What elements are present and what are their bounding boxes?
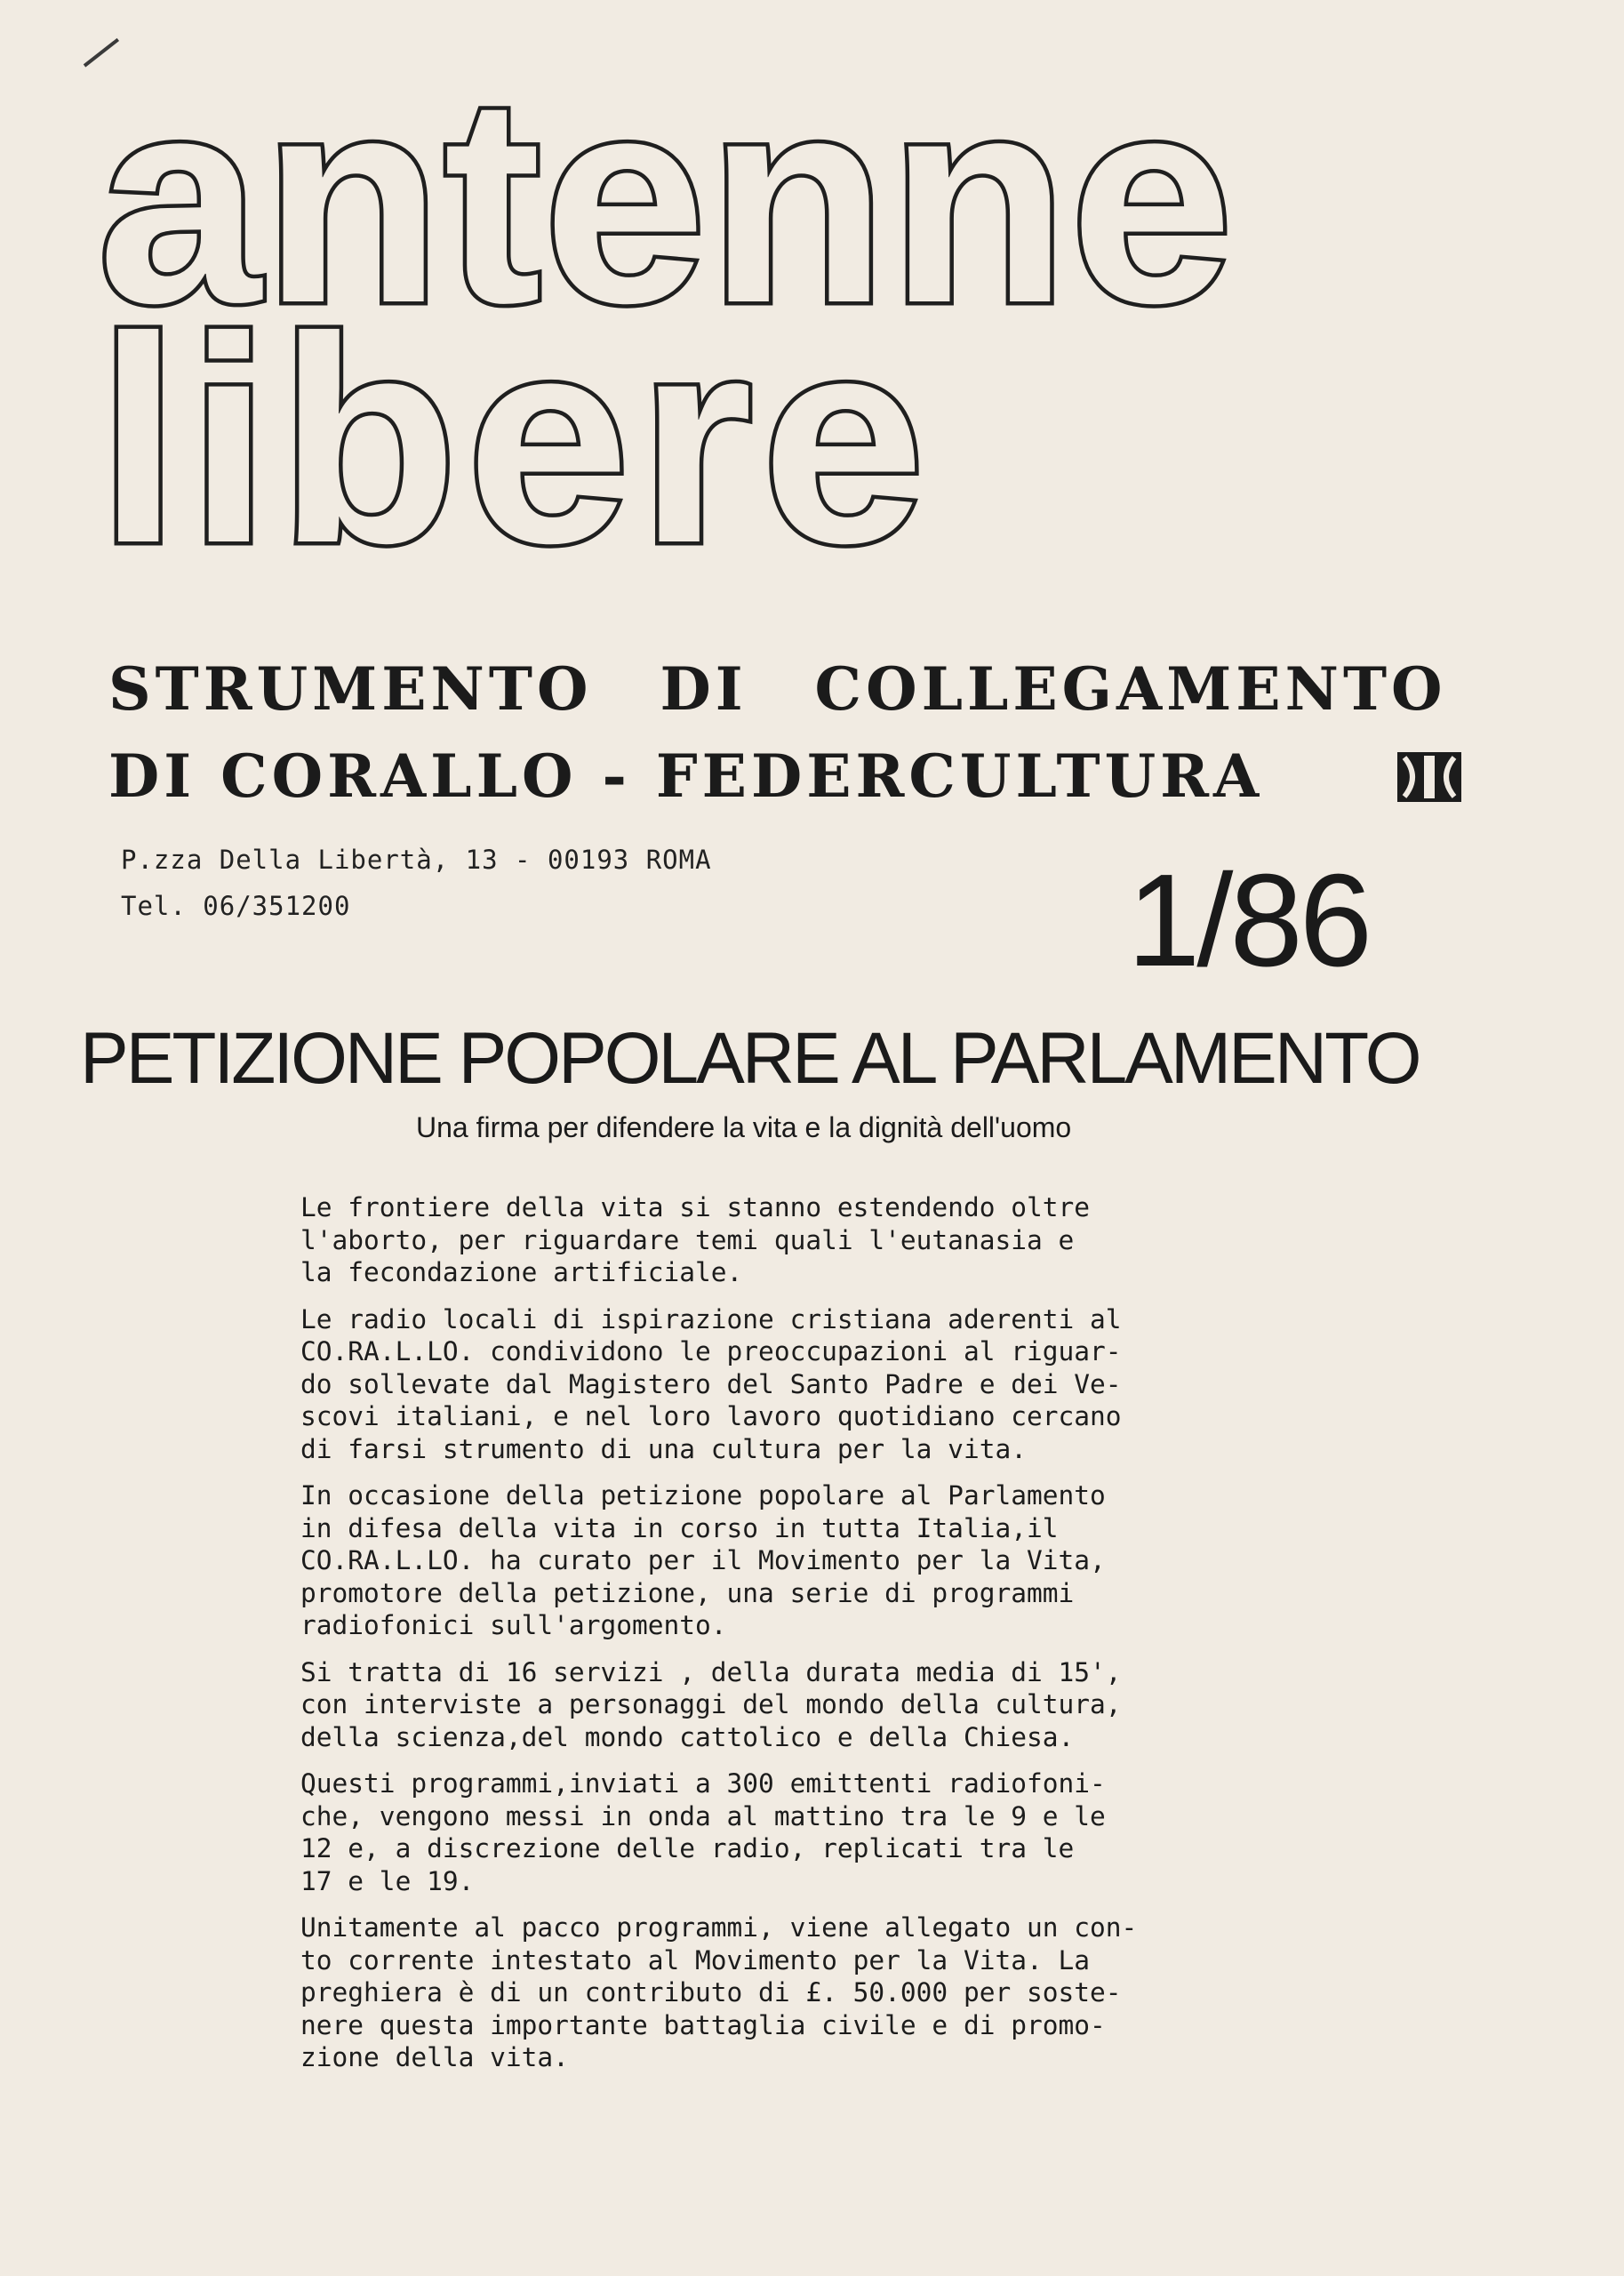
masthead-line-2: libere <box>98 276 934 604</box>
body-paragraph-5: Questi programmi,inviati a 300 emittenti radiofoni- che, vengono messi in onda al mattino tra le 9 e le 12 e, a discrezione delle radio, replicati tra le 17 e le 19. <box>300 1768 1106 1896</box>
body-paragraph-2: Le radio locali di ispirazione cristiana aderenti al CO.RA.L.LO. condividono le preoccupazioni al riguar- do sollevate dal Magistero del Santo Padre e dei Ve- scovi italiani, e nel loro lavoro quotidiano cercano di farsi strumento di una cultura per la vita. <box>300 1303 1122 1464</box>
issue-number: 1/86 <box>1127 847 1370 994</box>
body-paragraph-4: Si tratta di 16 servizi , della durata media di 15', con interviste a personaggi del mondo della cultura, della scienza,del mondo cattolico e della Chiesa. <box>300 1656 1122 1752</box>
address-street: P.zza Della Libertà, 13 - 00193 ROMA <box>121 845 712 875</box>
body-paragraph-3: In occasione della petizione popolare al Parlamento in difesa della vita in corso in tutta Italia,il CO.RA.L.LO. ha curato per il Movimento per la Vita, promotore della petizione, una serie di programmi radiofonici sull'argomento. <box>300 1480 1106 1640</box>
federcultura-logo-icon <box>1397 752 1461 802</box>
article-body <box>300 1191 1367 2088</box>
article-tagline: Una firma per difendere la vita e la dignità dell'uomo <box>416 1111 1072 1143</box>
masthead-line-1: antenne <box>98 36 1236 364</box>
body-paragraph-6: Unitamente al pacco programmi, viene allegato un con- to corrente intestato al Movimento per la Vita. La preghiera è di un contributo di £. 50.000 per soste- nere questa importante battaglia civile e di promo- zione della vita. <box>300 1912 1138 2072</box>
article-headline: PETIZIONE POPOLARE AL PARLAMENTO <box>80 1018 1420 1099</box>
subtitle-line-2: DI CORALLO - FEDERCULTURA <box>108 741 1264 811</box>
subtitle-line-1: STRUMENTO DI COLLEGAMENTO <box>108 654 1447 724</box>
address-phone: Tel. 06/351200 <box>121 891 351 921</box>
body-paragraph-1: Le frontiere della vita si stanno estendendo oltre l'aborto, per riguardare temi quali l'eutanasia e la fecondazione artificiale. <box>300 1192 1091 1287</box>
